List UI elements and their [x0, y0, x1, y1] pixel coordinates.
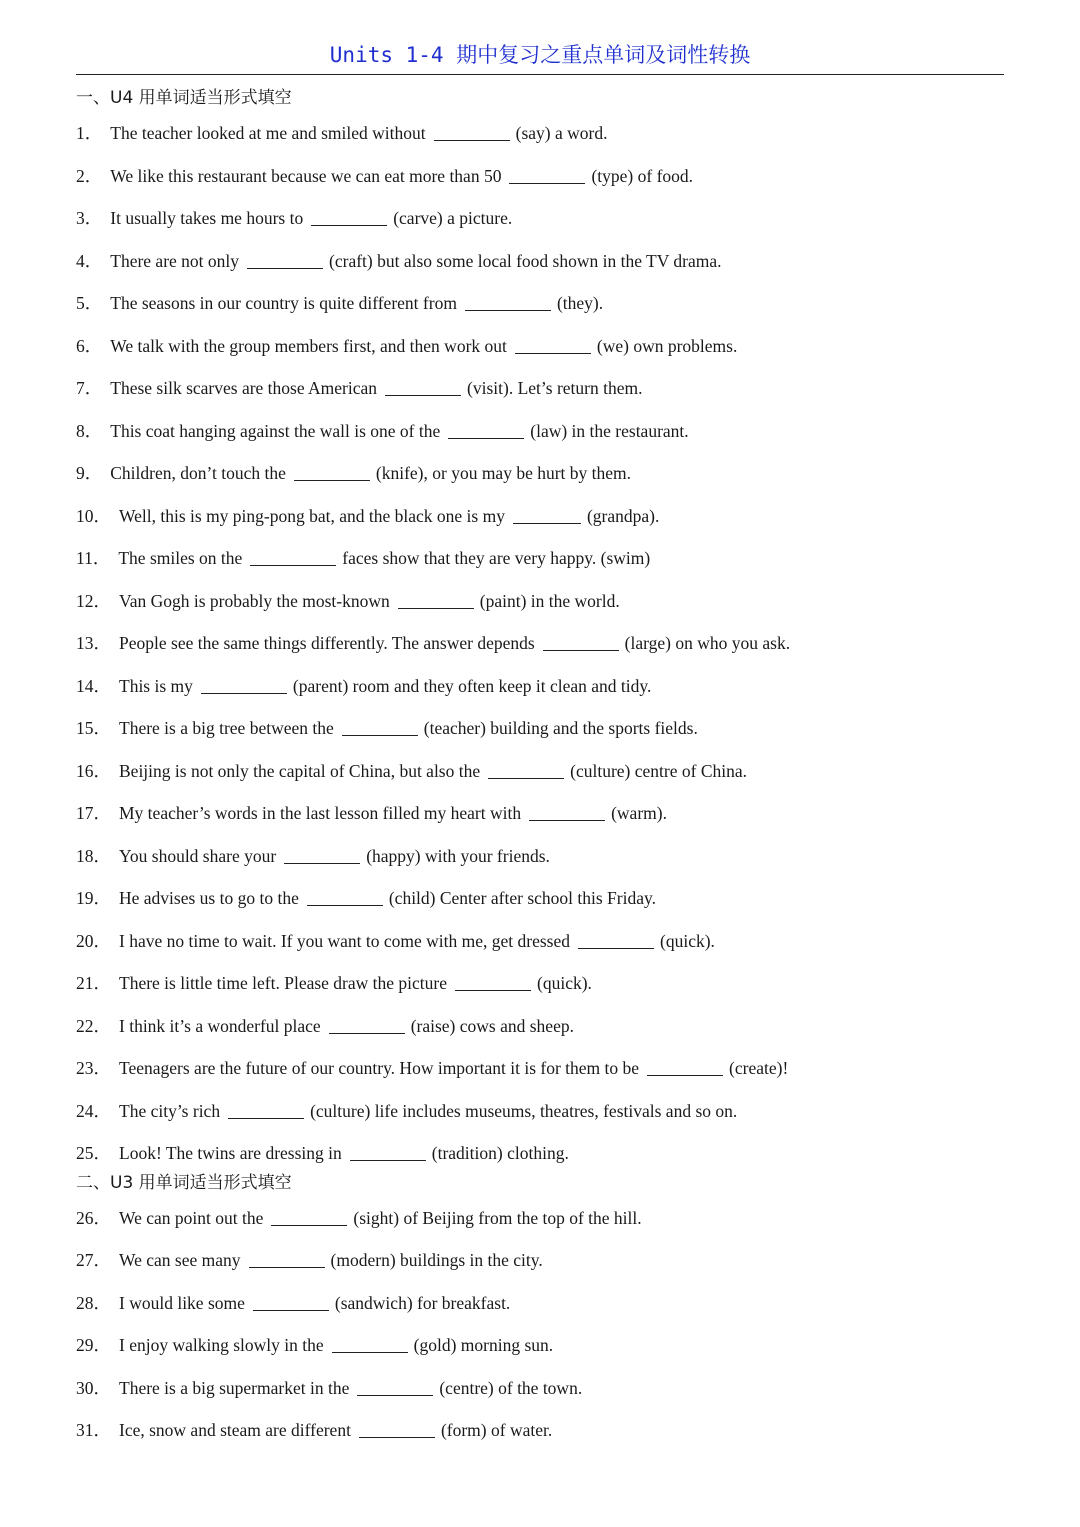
question-item [76, 665, 1004, 708]
question-text: Children, don’t touch the [110, 463, 286, 483]
question-text: This is my [119, 675, 193, 696]
question-hint: (sight) of Beijing from the top of the hill. [353, 1207, 642, 1228]
question-item [76, 1047, 1004, 1090]
question-hint: (grandpa). [586, 505, 660, 526]
answer-blank[interactable] [201, 676, 287, 694]
question-text: We can see many [119, 1250, 241, 1270]
answer-blank[interactable] [342, 718, 418, 736]
answer-blank[interactable] [515, 336, 591, 354]
question-hint: (gold) morning sun. [413, 1335, 554, 1355]
question-item [76, 1367, 1004, 1410]
question-item [76, 877, 1004, 920]
question-text: There is little time left. Please draw the picture [119, 973, 448, 993]
question-text: My teacher’s words in the last lesson filled my heart with [119, 803, 522, 823]
question-item [76, 155, 1004, 198]
question-hint: (craft) but also some local food shown in the TV drama. [329, 250, 722, 271]
answer-blank[interactable] [350, 1143, 426, 1161]
question-hint: (teacher) building and the sports fields. [423, 718, 698, 738]
question-item [76, 962, 1004, 1005]
answer-blank[interactable] [398, 591, 474, 609]
answer-blank[interactable] [357, 1378, 433, 1396]
question-number: 21． [76, 973, 111, 993]
answer-blank[interactable] [513, 506, 581, 524]
question-hint: (sandwich) for breakfast. [334, 1292, 511, 1313]
question-item [76, 835, 1004, 878]
question-text: This coat hanging against the wall is one of the [110, 420, 441, 441]
answer-blank[interactable] [578, 931, 654, 949]
question-text: I think it’s a wonderful place [119, 1015, 321, 1036]
question-text: People see the same things differently. The answer depends [119, 633, 535, 653]
question-hint: (carve) a picture. [393, 208, 513, 228]
question-text: It usually takes me hours to [110, 208, 304, 228]
question-item [76, 1090, 1004, 1133]
question-hint: (law) in the restaurant. [530, 420, 689, 441]
question-hint: (raise) cows and sheep. [410, 1015, 574, 1036]
question-item [76, 537, 1004, 580]
question-item [76, 1197, 1004, 1240]
question-text: We talk with the group members first, and then work out [110, 335, 507, 356]
answer-blank[interactable] [294, 463, 370, 481]
section-heading: 二、U3 用单词适当形式填空 [76, 1172, 292, 1193]
question-text: Teenagers are the future of our country. How important it is for them to be [119, 1058, 640, 1078]
answer-blank[interactable] [284, 846, 360, 864]
question-item [76, 580, 1004, 623]
question-text: I have no time to wait. If you want to come with me, get dressed [119, 930, 570, 951]
section-heading: 一、U4 用单词适当形式填空 [76, 88, 292, 108]
question-number: 27． [76, 1250, 111, 1270]
question-number: 2． [76, 165, 103, 186]
answer-blank[interactable] [434, 123, 510, 141]
question-item [76, 112, 1004, 155]
question-text: These silk scarves are those American [110, 378, 378, 398]
question-number: 22． [76, 1015, 111, 1036]
question-text: I would like some [119, 1292, 245, 1313]
question-number: 12． [76, 590, 111, 611]
question-text: There is a big tree between the [119, 718, 334, 738]
question-hint: (centre) of the town. [439, 1377, 583, 1398]
answer-blank[interactable] [488, 761, 564, 779]
question-text: The city’s rich [119, 1100, 221, 1121]
question-hint: (create)! [729, 1058, 789, 1078]
question-text: Beijing is not only the capital of China, but also the [119, 760, 481, 781]
page-title: Units 1-4 期中复习之重点单词及词性转换 [329, 43, 751, 67]
question-item [76, 367, 1004, 410]
answer-blank[interactable] [359, 1420, 435, 1438]
question-hint: faces show that they are very happy. (swim) [342, 548, 651, 568]
answer-blank[interactable] [228, 1101, 304, 1119]
question-text: We like this restaurant because we can eat more than 50 [110, 165, 502, 186]
question-hint: (paint) in the world. [479, 590, 620, 611]
question-item [76, 707, 1004, 750]
answer-blank[interactable] [332, 1335, 408, 1353]
question-item [76, 1324, 1004, 1367]
answer-blank[interactable] [311, 208, 387, 226]
worksheet-body [76, 84, 1004, 1452]
question-number: 14． [76, 675, 111, 696]
question-item [76, 325, 1004, 368]
answer-blank[interactable] [307, 888, 383, 906]
answer-blank[interactable] [543, 633, 619, 651]
answer-blank[interactable] [465, 293, 551, 311]
question-number: 11． [76, 548, 111, 568]
answer-blank[interactable] [329, 1016, 405, 1034]
question-text: I enjoy walking slowly in the [119, 1335, 324, 1355]
question-number: 26． [76, 1207, 111, 1228]
answer-blank[interactable] [448, 421, 524, 439]
question-item [76, 750, 1004, 793]
question-hint: (child) Center after school this Friday. [388, 888, 656, 908]
answer-blank[interactable] [647, 1058, 723, 1076]
question-hint: (parent) room and they often keep it clean and tidy. [292, 675, 652, 696]
question-text: Look! The twins are dressing in [119, 1143, 342, 1163]
answer-blank[interactable] [385, 378, 461, 396]
question-hint: (culture) life includes museums, theatres, festivals and so on. [310, 1100, 738, 1121]
question-item [76, 240, 1004, 283]
question-number: 19． [76, 888, 111, 908]
question-text: Well, this is my ping-pong bat, and the black one is my [119, 505, 505, 526]
question-text: There are not only [110, 250, 240, 271]
question-hint: (modern) buildings in the city. [330, 1250, 543, 1270]
question-text: Van Gogh is probably the most-known [119, 590, 390, 611]
question-number: 6． [76, 335, 103, 356]
answer-blank[interactable] [455, 973, 531, 991]
question-item [76, 282, 1004, 325]
question-text: The seasons in our country is quite different from [110, 293, 457, 313]
question-number: 13． [76, 633, 111, 653]
question-number: 17． [76, 803, 111, 823]
answer-blank[interactable] [247, 251, 323, 269]
question-number: 15． [76, 718, 111, 738]
question-hint: (happy) with your friends. [366, 845, 550, 866]
question-number: 23． [76, 1058, 111, 1078]
question-number: 7． [76, 378, 103, 398]
question-number: 1． [76, 123, 103, 143]
title-divider [76, 74, 1004, 75]
answer-blank[interactable] [271, 1208, 347, 1226]
question-number: 28． [76, 1292, 111, 1313]
answer-blank[interactable] [253, 1293, 329, 1311]
question-hint: (quick). [537, 973, 592, 993]
question-hint: (say) a word. [515, 123, 608, 143]
answer-blank[interactable] [509, 166, 585, 184]
question-number: 30． [76, 1377, 111, 1398]
question-item [76, 452, 1004, 495]
question-hint: (knife), or you may be hurt by them. [375, 463, 632, 483]
question-text: Ice, snow and steam are different [119, 1420, 351, 1440]
question-number: 16． [76, 760, 111, 781]
question-number: 10． [76, 505, 111, 526]
question-hint: (we) own problems. [596, 335, 738, 356]
question-number: 8． [76, 420, 103, 441]
question-hint: (type) of food. [591, 165, 694, 186]
answer-blank[interactable] [529, 803, 605, 821]
question-hint: (form) of water. [440, 1420, 553, 1440]
question-number: 5． [76, 293, 103, 313]
question-item [76, 1239, 1004, 1282]
question-text: There is a big supermarket in the [119, 1377, 350, 1398]
question-hint: (they). [556, 293, 604, 313]
question-item [76, 920, 1004, 963]
question-number: 20． [76, 930, 111, 951]
question-text: The teacher looked at me and smiled without [110, 123, 426, 143]
question-number: 3． [76, 208, 103, 228]
question-text: The smiles on the [118, 548, 243, 568]
question-item [76, 1282, 1004, 1325]
question-item [76, 1409, 1004, 1452]
question-text: We can point out the [119, 1207, 264, 1228]
question-number: 25． [76, 1143, 111, 1163]
question-hint: (visit). Let’s return them. [467, 378, 643, 398]
question-number: 31． [76, 1420, 111, 1440]
question-item [76, 410, 1004, 453]
answer-blank[interactable] [249, 1250, 325, 1268]
question-hint: (large) on who you ask. [624, 633, 791, 653]
question-text: You should share your [119, 845, 277, 866]
question-hint: (quick). [660, 930, 715, 951]
question-item [76, 792, 1004, 835]
question-number: 4． [76, 250, 103, 271]
question-number: 29． [76, 1335, 111, 1355]
question-item [76, 495, 1004, 538]
answer-blank[interactable] [250, 548, 336, 566]
question-text: He advises us to go to the [119, 888, 299, 908]
question-number: 24． [76, 1100, 111, 1121]
question-number: 18． [76, 845, 111, 866]
question-hint: (warm). [611, 803, 667, 823]
question-item [76, 622, 1004, 665]
question-hint: (culture) centre of China. [570, 760, 748, 781]
question-number: 9． [76, 463, 103, 483]
question-item [76, 197, 1004, 240]
question-hint: (tradition) clothing. [431, 1143, 569, 1163]
question-item [76, 1005, 1004, 1048]
